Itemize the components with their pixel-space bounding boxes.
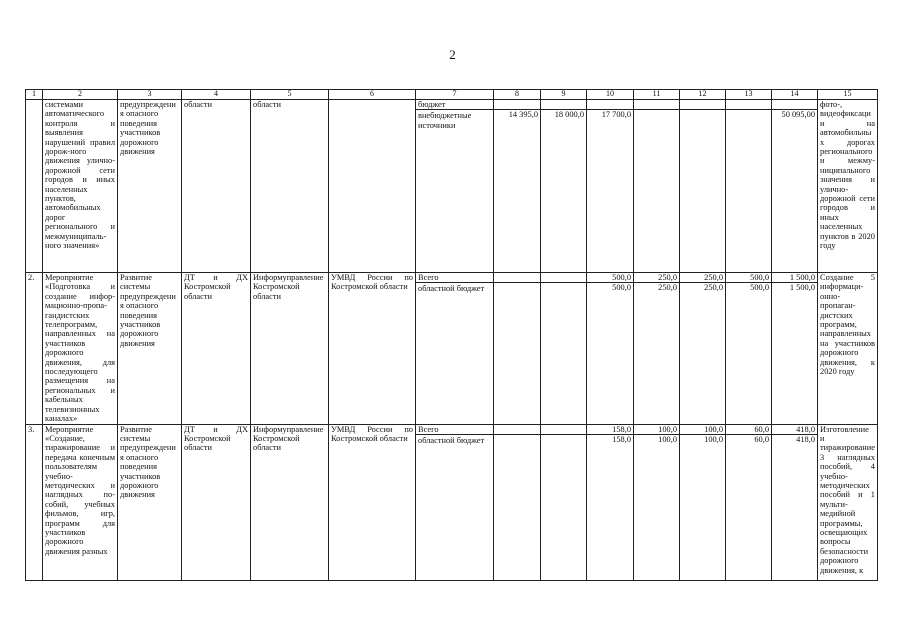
column-number: 13 [726, 90, 772, 100]
column-number: 10 [587, 90, 634, 100]
amount-value: 17 700,0 [601, 110, 631, 119]
row-number: 2. [26, 273, 43, 425]
row-number: 3. [26, 424, 43, 580]
amount-cell [587, 100, 634, 273]
total-value: 1 500,0 [772, 273, 817, 283]
responsible-executor: области [182, 100, 251, 273]
amount-cell [494, 100, 541, 273]
amount-value [541, 100, 586, 110]
amount-value [726, 100, 771, 110]
table-row [26, 100, 878, 273]
amount-value [494, 425, 540, 435]
amount-cell [587, 424, 634, 580]
total-value: 418,0 [796, 434, 815, 444]
co-executor: области [251, 100, 329, 273]
column-number: 3 [118, 90, 182, 100]
amount-value: 100,0 [634, 425, 679, 435]
amount-value: 100,0 [680, 425, 725, 435]
amount-cell [494, 424, 541, 580]
column-number: 8 [494, 90, 541, 100]
amount-cell [680, 100, 726, 273]
column-number: 15 [818, 90, 878, 100]
participant [329, 100, 416, 273]
funding-source: областной бюджет [418, 435, 485, 445]
amount-value: 250,0 [704, 283, 723, 292]
total-value: 1 500,0 [789, 283, 815, 292]
activity-name: Мероприятие «Создание, тиражирование и передача конечным пользователям учебно-методических и наглядных по-собий, учебных фильмов, игр, программ для участников дорожного движения разных [43, 424, 118, 580]
amount-value: 60,0 [726, 425, 771, 435]
amount-cell [541, 100, 587, 273]
co-executor: Информуправление Костромской области [251, 273, 329, 425]
amount-value: 500,0 [750, 283, 769, 292]
expected-result: Создание 5 информаци-онно-пропаган-дистских программ, направленных на участников дорожного движения, к 2020 году [818, 273, 878, 425]
column-number: 5 [251, 90, 329, 100]
amount-value: 158,0 [587, 425, 633, 435]
amount-value [494, 273, 540, 283]
column-number: 7 [416, 90, 494, 100]
amount-value: 158,0 [612, 434, 631, 444]
column-number-row [26, 90, 878, 100]
column-number: 14 [772, 90, 818, 100]
amount-value: 250,0 [680, 273, 725, 283]
expected-result: фото-, видеофиксации на автомобильных дорогах регионального и межму-ниципального значения и улично-дорожной сети городов и иных населенных пунктов в 2020 году [818, 100, 878, 273]
column-number: 12 [680, 90, 726, 100]
funding-source: внебюджетные источники [418, 111, 472, 130]
amount-cell [541, 273, 587, 425]
column-number: 11 [634, 90, 680, 100]
amount-value: 100,0 [658, 434, 677, 444]
amount-cell [634, 273, 680, 425]
total-cell [772, 424, 818, 580]
amount-value [587, 100, 633, 110]
amount-cell [726, 100, 772, 273]
activity-name: системами автоматического контроля и выявления нарушений правил дорож-ного движения улично-дорожной сети городов и иных населенных пунктов, автомобильных дорог регионального и межмуниципаль-ного значения» [43, 100, 118, 273]
amount-cell [680, 424, 726, 580]
amount-value: 60,0 [754, 434, 769, 444]
amount-cell [494, 273, 541, 425]
amount-value: 250,0 [634, 273, 679, 283]
amount-value [541, 273, 586, 283]
responsible-executor: ДТ и ДХ Костромской области [182, 424, 251, 580]
funding-source-cell [416, 424, 494, 580]
amount-cell [726, 424, 772, 580]
row-number [26, 100, 43, 273]
participant: УМВД России по Костромской области [329, 273, 416, 425]
funding-source-cell [416, 100, 494, 273]
amount-cell [587, 273, 634, 425]
activity-name: Мероприятие «Подготовка и создание инфор-мационно-пропа-гандистских телепрограмм, направленных на участников дорожного движения, для последующего размещения на региональных и кабельных телевизионных каналах» [43, 273, 118, 425]
amount-value [634, 100, 679, 110]
amount-cell [634, 424, 680, 580]
amount-value [680, 100, 725, 110]
responsible-executor: ДТ и ДХ Костромской области [182, 273, 251, 425]
task-name: предупреждения опасного поведения участников дорожного движения [118, 100, 182, 273]
total-value: 418,0 [772, 425, 817, 435]
table-row [26, 273, 878, 425]
column-number: 1 [26, 90, 43, 100]
amount-value: 18 000,0 [554, 110, 584, 119]
total-value [772, 100, 817, 110]
expected-result: Изготовление и тиражирование 3 наглядных пособий, 4 учебно-методических пособий и 1 мульти-медийной программы, освещающих вопросы безопасности дорожного движения, к [818, 424, 878, 580]
amount-value: 500,0 [587, 273, 633, 283]
amount-cell [726, 273, 772, 425]
amount-value [494, 100, 540, 110]
co-executor: Информуправление Костромской области [251, 424, 329, 580]
amount-cell [680, 273, 726, 425]
amount-cell [634, 100, 680, 273]
page-number: 2 [449, 47, 456, 62]
total-cell [772, 273, 818, 425]
amount-value: 500,0 [726, 273, 771, 283]
participant: УМВД России по Костромской области [329, 424, 416, 580]
program-table [25, 89, 878, 581]
funding-source: Всего [416, 425, 493, 435]
funding-source: областной бюджет [418, 284, 485, 294]
amount-value: 500,0 [612, 283, 631, 292]
column-number: 4 [182, 90, 251, 100]
task-name: Развитие системы предупреждения опасного поведения участников дорожного движения [118, 273, 182, 425]
column-number: 6 [329, 90, 416, 100]
amount-value [541, 425, 586, 435]
amount-value: 100,0 [704, 434, 723, 444]
total-cell [772, 100, 818, 273]
column-number: 9 [541, 90, 587, 100]
total-value: 50 095,00 [781, 110, 815, 119]
amount-cell [541, 424, 587, 580]
table-row [26, 424, 878, 580]
amount-value: 250,0 [658, 283, 677, 292]
amount-value: 14 395,0 [508, 110, 538, 119]
column-number: 2 [43, 90, 118, 100]
task-name: Развитие системы предупреждения опасного поведения участников дорожного движения [118, 424, 182, 580]
funding-source: Всего [416, 273, 493, 283]
funding-source-cell [416, 273, 494, 425]
funding-source: бюджет [416, 100, 493, 110]
